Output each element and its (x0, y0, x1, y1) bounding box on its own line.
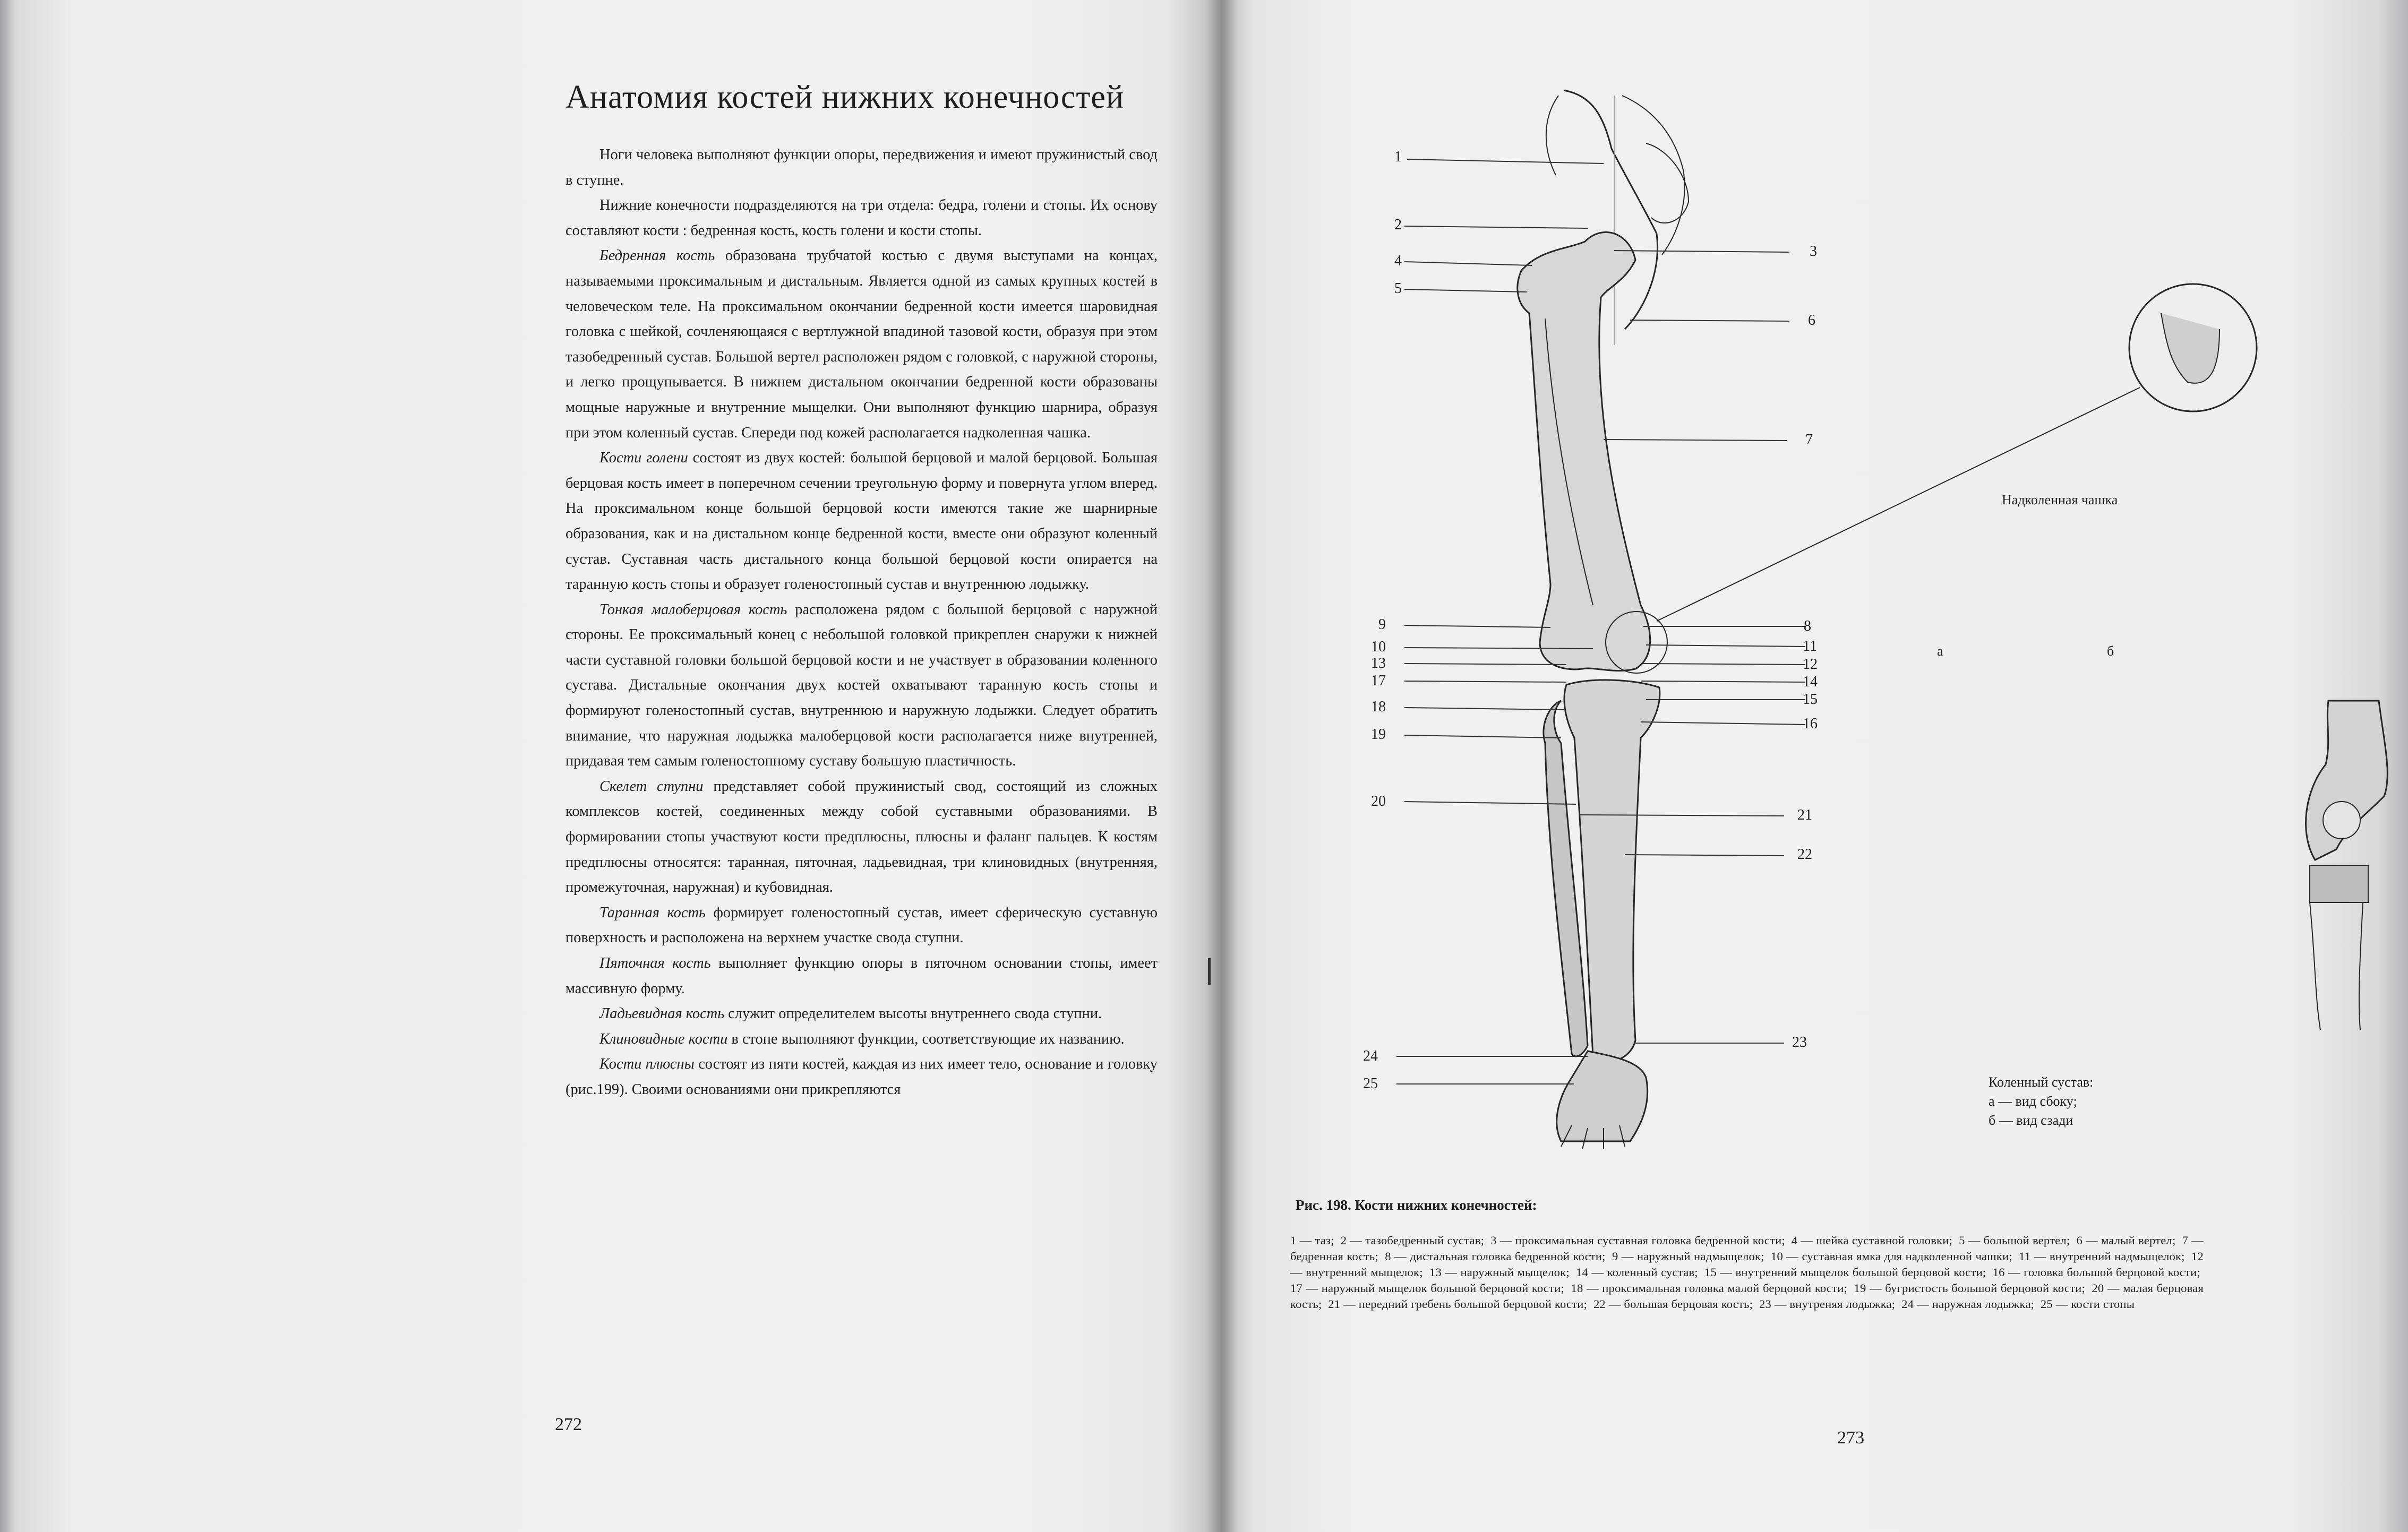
legend-item: 21 — передний гребень большой берцовой кости; (1328, 1297, 1588, 1311)
paragraph: Нижние конечности подразделяются на три отдела: бедра, голени и стопы. Их основу составляют кости : бедренная кость, кость голени и кости стопы. (565, 197, 1158, 239)
legend-item: 22 — большая берцовая кость; (1593, 1297, 1753, 1311)
legend-item: 4 — шейка суставной головки; (1792, 1234, 1952, 1247)
legend-item: 2 — тазобедренный сустав; (1340, 1234, 1485, 1247)
paragraph: Клиновидные кости в стопе выполняют функции, соответствующие их названию. (599, 1030, 1125, 1047)
legend-item: 8 — дистальная головка бедренной кости; (1385, 1250, 1606, 1263)
figure-label: 9 (1378, 616, 1386, 633)
legend-item: 6 — малый вертел; (2076, 1234, 2176, 1247)
term-foot-skeleton: Скелет ступни (599, 778, 704, 795)
paragraph: Кости голени состоят из двух костей: большой берцовой и малой берцовой. Большая берцовая кость имеет в поперечном сечении треугольную форму и повернута углом вперед. На проксимальном конце большой берцовой кости имеются такие же шарнирные образования, как и на дистальном конце бедренной кости, вместе они образуют коленный сустав. Суставная часть дистального конца большой берцовой кости опирается на таранную кость стопы и образует голеностопный сустав и внутреннюю лодыжку. (565, 450, 1158, 593)
figure-label: 25 (1363, 1075, 1378, 1092)
legend-item: 14 — коленный сустав; (1576, 1266, 1698, 1279)
page-number-right: 273 (1837, 1428, 1864, 1448)
paragraph: Бедренная кость образована трубчатой костью с двумя выступами на концах, называемыми проксимальным и дистальным. Является одной из самых крупных костей в человеческом теле. На проксимальном окончании бедренной кости имеется шаровидная головка с шейкой, сочленяющаяся с вертлужной впадиной тазовой кости, образуя при этом тазобедренный сустав. Большой вертел расположен рядом с головкой, с наружной стороны, и легко прощупывается. В нижнем дистальном окончании бедренной кости образованы мощные наружные и внутренние мыщелки. Они выполняют функцию шарнира, образуя при этом коленный сустав. Спереди под кожей располагается надколенная чашка. (565, 247, 1158, 441)
legend-item: 3 — проксимальная суставная головка бедренной кости; (1490, 1234, 1785, 1247)
femur (1518, 232, 1650, 670)
figure-label: 22 (1797, 846, 1812, 863)
knee-caption-a: а — вид сбоку; (1989, 1094, 2077, 1109)
page-edge-mark (1208, 958, 1211, 985)
figure-label: 11 (1803, 638, 1817, 655)
figure-label: 13 (1371, 655, 1386, 672)
figure-label: 15 (1803, 691, 1818, 708)
figure-label: 19 (1371, 726, 1386, 743)
figure-legend (1290, 1233, 2204, 1312)
figure-label: 21 (1797, 807, 1812, 823)
body-text (565, 142, 1158, 1103)
figure-label: 16 (1803, 716, 1818, 732)
legend-item: 20 — малая берцовая кость; (1290, 1281, 2204, 1311)
term-fibula: Тонкая малоберцовая кость (599, 601, 787, 618)
legend-item: 24 — наружная лодыжка; (1901, 1297, 2035, 1311)
legend-item: 15 — внутренний мыщелок большой берцовой кости; (1704, 1266, 1986, 1279)
knee-caption-title: Коленный сустав: (1989, 1074, 2094, 1090)
knee-view-b-letter: б (2107, 643, 2114, 659)
figure-label: 24 (1363, 1048, 1378, 1064)
figure-label: 20 (1371, 793, 1386, 810)
figure-caption-title: Рис. 198. Кости нижних конечностей: (1296, 1197, 1537, 1213)
figure-label: 18 (1371, 699, 1386, 715)
figure-label: 1 (1394, 149, 1402, 165)
paragraph: Кости плюсны состоят из пяти костей, каждая из них имеет тело, основание и головку (рис.199). Своими основаниями они прикрепляются (565, 1056, 1158, 1098)
legend-item: 11 — внутренний надмыщелок; (2019, 1250, 2185, 1263)
term-metatarsal: Кости плюсны (599, 1056, 695, 1073)
paragraph: Пяточная кость выполняет функцию опоры в пяточном основании стопы, имеет массивную форму. (565, 955, 1158, 997)
term-navicular: Ладьевидная кость (599, 1005, 725, 1022)
figure-label: 2 (1394, 217, 1402, 233)
knee-caption-b: б — вид сзади (1989, 1113, 2073, 1128)
figure-label: 10 (1371, 639, 1386, 655)
legend-item: 7 — бедренная кость; (1290, 1234, 2204, 1263)
term-cuneiform: Клиновидные кости (599, 1030, 728, 1047)
legend-item: 9 — наружный надмыщелок; (1612, 1250, 1764, 1263)
legend-item: 10 — суставная ямка для надколенной чашки; (1770, 1250, 2012, 1263)
figure-label: 14 (1803, 674, 1818, 690)
figure-label: 8 (1804, 618, 1811, 634)
legend-item: 5 — большой вертел; (1959, 1234, 2070, 1247)
knee-view-a-letter: а (1937, 643, 1943, 659)
legend-item: 25 — кости стопы (2040, 1297, 2135, 1311)
term-femur: Бедренная кость (599, 247, 715, 264)
legend-item: 1 — таз; (1290, 1234, 1334, 1247)
paragraph: Таранная кость формирует голеностопный сустав, имеет сферическую суставную поверхность и расположена на верхнем участке свода ступни. (565, 904, 1158, 946)
legend-item: 16 — головка большой берцовой кости; (1992, 1266, 2200, 1279)
term-calcaneus: Пяточная кость (599, 955, 711, 971)
figure-label: 17 (1371, 673, 1386, 689)
legend-item: 12 — внутренний мыщелок; (1290, 1250, 2204, 1279)
page-number-left: 272 (555, 1415, 582, 1434)
paragraph: Ладьевидная кость служит определителем высоты внутреннего свода ступни. (599, 1005, 1102, 1022)
paragraph: Ноги человека выполняют функции опоры, передвижения и имеют пружинистый свод в ступне. (565, 147, 1158, 188)
page-title: Анатомия костей нижних конечностей (565, 79, 1125, 115)
paragraph: Тонкая малоберцовая кость расположена рядом с большой берцовой с наружной стороны. Ее проксимальный конец с небольшой головкой прикреплен снаружи к нижней части суставной головки большой берцовой кости и не участвует в образовании коленного сустава. Дистальные окончания двух костей охватывают таранную кость стопы и формируют голеностопный сустав, внутреннюю и наружную лодыжки. Следует обратить внимание, что наружная лодыжка малоберцовой кости располагается ниже внутренней, придавая тем самым голеностопному суставу большую пластичность. (565, 601, 1158, 770)
legend-item: 17 — наружный мыщелок большой берцовой кости; (1290, 1281, 1564, 1295)
figure-label: 4 (1394, 253, 1402, 269)
term-talus: Таранная кость (599, 904, 706, 921)
figure-label: 12 (1803, 656, 1818, 673)
legend-item: 19 — бугристость большой берцовой кости; (1854, 1281, 2085, 1295)
term-shin-bones: Кости голени (599, 450, 688, 467)
paragraph: Скелет ступни представляет собой пружинистый свод, состоящий из сложных комплексов костей, соединенных между собой суставными образованиями. В формировании стопы участвуют кости предплюсны, плюсны и фаланг пальцев. К костям предплюсны относятся: таранная, пяточная, ладьевидная, три клиновидных (внутренняя, промежуточная, наружная) и кубовидная. (565, 778, 1158, 896)
legend-item: 18 — проксимальная головка малой берцовой кости; (1571, 1281, 1847, 1295)
legend-item: 23 — внутреняя лодыжка; (1759, 1297, 1896, 1311)
figure-label: 23 (1792, 1034, 1807, 1051)
figure-label: 6 (1808, 312, 1815, 329)
figure-label: 3 (1810, 243, 1817, 260)
legend-item: 13 — наружный мыщелок; (1429, 1266, 1570, 1279)
patella-caption: Надколенная чашка (2002, 492, 2118, 507)
figure-label: 5 (1394, 280, 1402, 297)
figure-label: 7 (1805, 432, 1813, 448)
